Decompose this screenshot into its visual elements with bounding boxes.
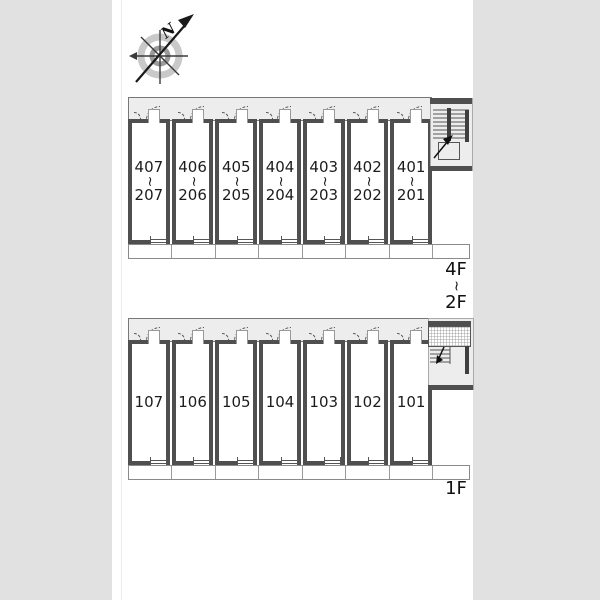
balcony-cell	[129, 466, 172, 479]
upper-floors-block	[128, 97, 474, 260]
unit-number: 406 ~ 206	[178, 157, 207, 204]
unit-door-icon	[192, 109, 204, 123]
floor-range-label: 4F ~ 2F	[445, 259, 467, 313]
unit-number: 104	[265, 392, 295, 411]
staircase-icon	[430, 96, 474, 174]
balcony-cell	[172, 466, 215, 479]
staircase-icon	[428, 318, 474, 392]
unit-number: 404 ~ 204	[265, 157, 295, 204]
unit-number: 405 ~ 205	[221, 157, 251, 204]
unit-room	[390, 119, 432, 244]
balcony-cell	[129, 245, 172, 258]
unit-room	[259, 119, 301, 244]
unit-door-icon	[367, 109, 379, 123]
unit-room	[347, 119, 389, 244]
unit-number: 101	[396, 392, 426, 411]
balcony-strip	[128, 244, 470, 259]
balcony-cell	[216, 245, 259, 258]
unit-room	[215, 119, 257, 244]
balcony-cell	[390, 245, 433, 258]
unit-door-icon	[410, 330, 422, 344]
unit-number: 407 ~ 207	[134, 157, 164, 204]
unit-door-icon	[236, 109, 248, 123]
unit-room	[215, 340, 257, 465]
north-label: N	[157, 19, 180, 43]
floorplan-sheet	[112, 0, 473, 600]
unit-number: 403 ~ 203	[309, 157, 339, 204]
unit-room	[303, 119, 345, 244]
unit-number: 103	[309, 392, 339, 411]
units-row-lower	[128, 340, 432, 465]
units-row-upper	[128, 119, 432, 244]
balcony-cell	[172, 245, 215, 258]
unit-door-icon	[279, 330, 291, 344]
unit-room	[172, 340, 214, 465]
unit-door-icon	[367, 330, 379, 344]
compass-icon	[126, 6, 202, 88]
unit-room	[128, 119, 170, 244]
balcony-cell	[259, 245, 302, 258]
unit-number: 106	[178, 392, 207, 411]
balcony-cell	[216, 466, 259, 479]
balcony-cell	[303, 245, 346, 258]
unit-number: 102	[353, 392, 382, 411]
unit-door-icon	[192, 330, 204, 344]
balcony-cell	[433, 245, 469, 258]
unit-room	[128, 340, 170, 465]
unit-room	[390, 340, 432, 465]
first-floor-label: 1F	[445, 478, 467, 499]
balcony-cell	[303, 466, 346, 479]
unit-door-icon	[148, 330, 160, 344]
balcony-strip	[128, 465, 470, 480]
unit-room	[172, 119, 214, 244]
unit-number: 107	[134, 392, 164, 411]
unit-door-icon	[410, 109, 422, 123]
unit-door-icon	[148, 109, 160, 123]
unit-door-icon	[279, 109, 291, 123]
balcony-cell	[259, 466, 302, 479]
balcony-cell	[346, 245, 389, 258]
balcony-cell	[346, 466, 389, 479]
unit-door-icon	[323, 330, 335, 344]
unit-room	[259, 340, 301, 465]
unit-door-icon	[236, 330, 248, 344]
unit-number: 401 ~ 201	[396, 157, 426, 204]
sheet-fold-line	[121, 0, 122, 600]
unit-door-icon	[323, 109, 335, 123]
unit-room	[347, 340, 389, 465]
first-floor-block	[128, 318, 474, 481]
unit-number: 105	[221, 392, 251, 411]
unit-room	[303, 340, 345, 465]
balcony-cell	[390, 466, 433, 479]
unit-number: 402 ~ 202	[353, 157, 382, 204]
